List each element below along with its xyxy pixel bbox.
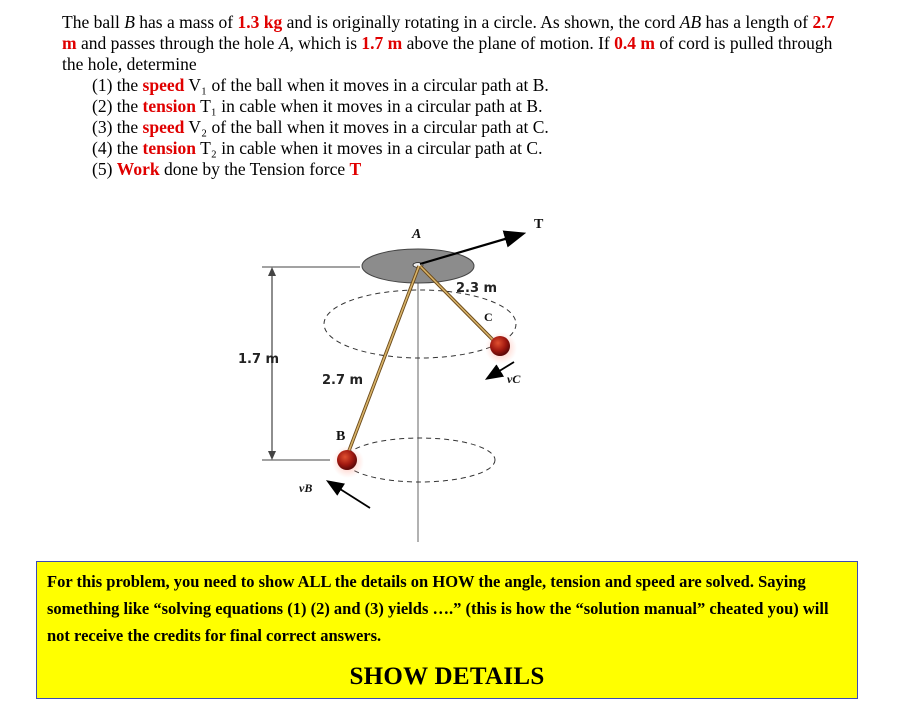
ball-b <box>337 450 357 470</box>
ball-symbol: B <box>124 12 135 32</box>
q-key: Work <box>116 159 160 179</box>
q-text: V₁ of the ball when it moves in a circular path at B. <box>184 75 549 95</box>
q-key: speed <box>142 117 185 137</box>
text: and passes through the hole <box>76 33 279 53</box>
velocity-b-arrow <box>329 482 370 508</box>
length-value: 2.7 m <box>62 12 835 53</box>
label-vb: vB <box>299 481 313 495</box>
label-t: T <box>534 217 544 232</box>
q-tail: T <box>349 159 362 179</box>
label-2-3m: 2.3 m <box>456 281 498 296</box>
tension-cord <box>420 234 522 264</box>
q-text: done by the Tension force <box>159 159 350 179</box>
q-key: speed <box>142 75 185 95</box>
q-prefix: (1) the <box>92 75 143 95</box>
ball-c <box>490 336 510 356</box>
text: has a length of <box>701 12 813 32</box>
text: has a mass of <box>134 12 238 32</box>
height-value: 1.7 m <box>361 33 403 53</box>
dim-arrow-down <box>268 451 276 460</box>
question-1 <box>92 75 842 96</box>
question-2 <box>92 96 842 117</box>
question-4 <box>92 138 842 159</box>
hole-symbol: A <box>278 33 290 53</box>
label-c: C <box>484 310 493 324</box>
cord-symbol: AB <box>679 12 702 32</box>
cord-ab-highlight <box>347 266 419 456</box>
q-text: T₁ in cable when it moves in a circular path at B. <box>196 96 543 116</box>
q-text: V₂ of the ball when it moves in a circular path at C. <box>184 117 549 137</box>
q-key: tension <box>142 96 197 116</box>
text: and is originally rotating in a circle. As shown, the cord <box>282 12 680 32</box>
problem-statement <box>62 12 842 180</box>
question-5 <box>92 159 842 180</box>
label-a: A <box>412 227 422 242</box>
text: , which is <box>289 33 362 53</box>
q-prefix: (2) the <box>92 96 143 116</box>
instruction-note <box>36 561 858 699</box>
q-prefix: (5) <box>92 159 117 179</box>
text: of cord is pulled through the hole, determine <box>62 33 833 74</box>
q-key: tension <box>142 138 197 158</box>
q-prefix: (4) the <box>92 138 143 158</box>
label-vc: vC <box>507 372 521 386</box>
dim-arrow-up <box>268 267 276 276</box>
text: above the plane of motion. If <box>402 33 615 53</box>
path-circle-b <box>345 438 495 482</box>
label-b: B <box>336 429 346 444</box>
mass-value: 1.3 kg <box>237 12 283 32</box>
note-title: SHOW DETAILS <box>349 663 545 690</box>
label-2-7m: 2.7 m <box>322 373 364 388</box>
note-text: For this problem, you need to show ALL the details on HOW the angle, tension and speed are solved. Saying something like “solving equations (1) (2) and (3) yields ….” (this is how the “solution manual” cheated you) will not receive the credits for final correct answers. <box>47 572 829 645</box>
q-prefix: (3) the <box>92 117 143 137</box>
text: The ball <box>62 12 125 32</box>
pendulum-figure <box>220 212 580 552</box>
label-1-7m: 1.7 m <box>238 352 280 367</box>
question-list <box>62 75 842 180</box>
pulled-value: 0.4 m <box>614 33 655 53</box>
question-3 <box>92 117 842 138</box>
q-text: T₂ in cable when it moves in a circular path at C. <box>196 138 543 158</box>
